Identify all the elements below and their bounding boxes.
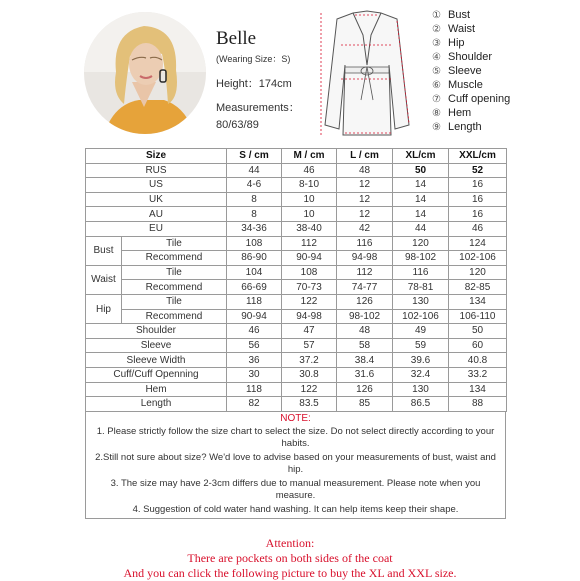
table-row: AU 8 10 12 14 16 bbox=[86, 207, 507, 222]
table-row: Sleeve Width 36 37.2 38.4 39.6 40.8 bbox=[86, 353, 507, 368]
table-row: Recommend 66-69 70-73 74-77 78-81 82-85 bbox=[86, 280, 507, 295]
header-xl: XL/cm bbox=[393, 149, 449, 164]
table-row: Recommend 86-90 90-94 94-98 98-102 102-106 bbox=[86, 251, 507, 266]
legend-item: ② Waist bbox=[432, 23, 476, 35]
table-row: Waist Tile 104 108 112 116 120 bbox=[86, 265, 507, 280]
header-s: S / cm bbox=[227, 149, 282, 164]
table-row: Cuff/Cuff Openning 30 30.8 31.6 32.4 33.2 bbox=[86, 367, 507, 382]
model-measurements-value: 80/63/89 bbox=[216, 119, 259, 131]
legend-item: ① Bust bbox=[432, 9, 471, 21]
note-2: 2.Still not sure about size? We'd love to advise based on your measurements of bust, waist and hip. bbox=[95, 452, 496, 475]
legend-item: ⑤ Sleeve bbox=[432, 65, 482, 77]
group-label-waist: Waist bbox=[86, 265, 122, 294]
table-row: Shoulder 46 47 48 49 50 bbox=[86, 324, 507, 339]
table-row: Recommend 90-94 94-98 98-102 102-106 106-110 bbox=[86, 309, 507, 324]
notes-box bbox=[85, 411, 506, 519]
size-chart-table bbox=[85, 148, 507, 412]
model-portrait-image bbox=[84, 12, 206, 134]
attention-line-1: There are pockets on both sides of the coat bbox=[187, 551, 393, 565]
header-xxl: XXL/cm bbox=[449, 149, 507, 164]
model-name: Belle bbox=[216, 28, 257, 49]
note-4: 4. Suggestion of cold water hand washing. It can help items keep their shape. bbox=[132, 504, 459, 515]
table-row: Sleeve 56 57 58 59 60 bbox=[86, 338, 507, 353]
table-row: Hip Tile 118 122 126 130 134 bbox=[86, 294, 507, 309]
group-label-hip: Hip bbox=[86, 294, 122, 323]
table-row: Hem 118 122 126 130 134 bbox=[86, 382, 507, 397]
legend-item: ⑦ Cuff opening bbox=[432, 93, 511, 105]
header-l: L / cm bbox=[337, 149, 393, 164]
table-row: Bust Tile 108 112 116 120 124 bbox=[86, 236, 507, 251]
measurement-legend bbox=[432, 8, 580, 134]
coat-measurement-diagram bbox=[305, 5, 430, 140]
table-row: EU 34-36 38-40 42 44 46 bbox=[86, 221, 507, 236]
legend-item: ⑧ Hem bbox=[432, 107, 472, 119]
table-row: UK 8 10 12 14 16 bbox=[86, 192, 507, 207]
group-label-bust: Bust bbox=[86, 236, 122, 265]
legend-item: ③ Hip bbox=[432, 37, 465, 49]
table-row: RUS 44 46 48 50 52 bbox=[86, 163, 507, 178]
notes-title: NOTE: bbox=[280, 413, 311, 424]
attention-title: Attention: bbox=[265, 536, 315, 550]
table-row: US 4-6 8-10 12 14 16 bbox=[86, 178, 507, 193]
legend-item: ⑨ Length bbox=[432, 121, 482, 133]
legend-item: ④ Shoulder bbox=[432, 51, 493, 63]
model-height: Height：174cm bbox=[216, 78, 292, 90]
header-m: M / cm bbox=[282, 149, 337, 164]
note-3: 3. The size may have 2-3cm differs due to manual measurement. Please note when you measure. bbox=[110, 478, 481, 501]
header-size: Size bbox=[86, 149, 227, 164]
table-row: Length 82 83.5 85 86.5 88 bbox=[86, 397, 507, 412]
model-photo bbox=[84, 12, 206, 134]
model-measurements-label: Measurements： bbox=[216, 102, 300, 114]
legend-item: ⑥ Muscle bbox=[432, 79, 483, 91]
table-header-row bbox=[86, 149, 507, 164]
note-1: 1. Please strictly follow the size chart to select the size. Do not select directly according to your habits. bbox=[96, 426, 495, 449]
attention-line-2: And you can click the following picture to buy the XL and XXL size. bbox=[123, 566, 457, 580]
model-wearing-size: (Wearing Size：S) bbox=[216, 54, 291, 64]
coat-diagram bbox=[305, 5, 430, 140]
